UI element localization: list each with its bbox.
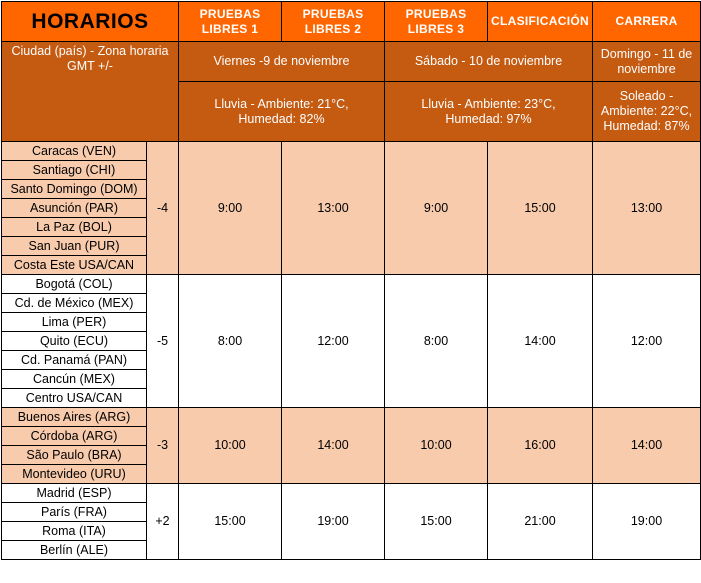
time-cell-fp3: 15:00 xyxy=(385,484,488,560)
day-friday: Viernes -9 de noviembre xyxy=(179,42,385,82)
city-cell: Lima (PER) xyxy=(2,313,147,332)
time-cell-fp2: 14:00 xyxy=(282,408,385,484)
time-cell-qualifying: 21:00 xyxy=(488,484,593,560)
session-header-race: CARRERA xyxy=(593,2,701,42)
schedule-table xyxy=(1,1,701,560)
time-cell-race: 12:00 xyxy=(593,275,701,408)
city-cell: Caracas (VEN) xyxy=(2,142,147,161)
session-header-fp3: PRUEBAS LIBRES 3 xyxy=(385,2,488,42)
city-cell: Buenos Aires (ARG) xyxy=(2,408,147,427)
city-cell: São Paulo (BRA) xyxy=(2,446,147,465)
session-header-fp1: PRUEBAS LIBRES 1 xyxy=(179,2,282,42)
city-cell: Berlín (ALE) xyxy=(2,541,147,560)
table-row xyxy=(2,484,701,503)
weather-friday: Lluvia - Ambiente: 21°C, Humedad: 82% xyxy=(179,82,385,142)
city-cell: Montevideo (URU) xyxy=(2,465,147,484)
city-cell: París (FRA) xyxy=(2,503,147,522)
time-cell-fp1: 15:00 xyxy=(179,484,282,560)
city-cell: Bogotá (COL) xyxy=(2,275,147,294)
city-cell: Madrid (ESP) xyxy=(2,484,147,503)
time-cell-fp2: 13:00 xyxy=(282,142,385,275)
time-cell-fp2: 19:00 xyxy=(282,484,385,560)
time-cell-race: 14:00 xyxy=(593,408,701,484)
city-cell: Quito (ECU) xyxy=(2,332,147,351)
city-cell: Cd. de México (MEX) xyxy=(2,294,147,313)
time-cell-fp3: 10:00 xyxy=(385,408,488,484)
city-cell: Córdoba (ARG) xyxy=(2,427,147,446)
city-cell: Santo Domingo (DOM) xyxy=(2,180,147,199)
time-cell-qualifying: 15:00 xyxy=(488,142,593,275)
city-cell: Centro USA/CAN xyxy=(2,389,147,408)
city-cell: Cancún (MEX) xyxy=(2,370,147,389)
time-cell-fp3: 9:00 xyxy=(385,142,488,275)
table-row xyxy=(2,275,701,294)
day-saturday: Sábado - 10 de noviembre xyxy=(385,42,593,82)
table-title: HORARIOS xyxy=(2,2,179,42)
city-cell: San Juan (PUR) xyxy=(2,237,147,256)
city-cell: Santiago (CHI) xyxy=(2,161,147,180)
gmt-offset-cell: -4 xyxy=(147,142,179,275)
weather-saturday: Lluvia - Ambiente: 23°C, Humedad: 97% xyxy=(385,82,593,142)
table-row xyxy=(2,408,701,427)
time-cell-fp1: 10:00 xyxy=(179,408,282,484)
gmt-offset-cell: -3 xyxy=(147,408,179,484)
time-cell-qualifying: 14:00 xyxy=(488,275,593,408)
city-cell: Asunción (PAR) xyxy=(2,199,147,218)
session-header-qualifying: CLASIFICACIÓN xyxy=(488,2,593,42)
city-cell: Roma (ITA) xyxy=(2,522,147,541)
weather-sunday: Soleado - Ambiente: 22°C, Humedad: 87% xyxy=(593,82,701,142)
time-cell-fp1: 8:00 xyxy=(179,275,282,408)
time-cell-qualifying: 16:00 xyxy=(488,408,593,484)
time-cell-race: 13:00 xyxy=(593,142,701,275)
gmt-offset-cell: -5 xyxy=(147,275,179,408)
day-sunday: Domingo - 11 de noviembre xyxy=(593,42,701,82)
city-cell: La Paz (BOL) xyxy=(2,218,147,237)
time-cell-fp2: 12:00 xyxy=(282,275,385,408)
gmt-offset-cell: +2 xyxy=(147,484,179,560)
zone-label: Ciudad (país) - Zona horaria GMT +/- xyxy=(2,42,179,142)
timezone-groups xyxy=(2,142,701,560)
session-header-fp2: PRUEBAS LIBRES 2 xyxy=(282,2,385,42)
city-cell: Costa Este USA/CAN xyxy=(2,256,147,275)
time-cell-race: 19:00 xyxy=(593,484,701,560)
table-row xyxy=(2,142,701,161)
city-cell: Cd. Panamá (PAN) xyxy=(2,351,147,370)
time-cell-fp1: 9:00 xyxy=(179,142,282,275)
time-cell-fp3: 8:00 xyxy=(385,275,488,408)
